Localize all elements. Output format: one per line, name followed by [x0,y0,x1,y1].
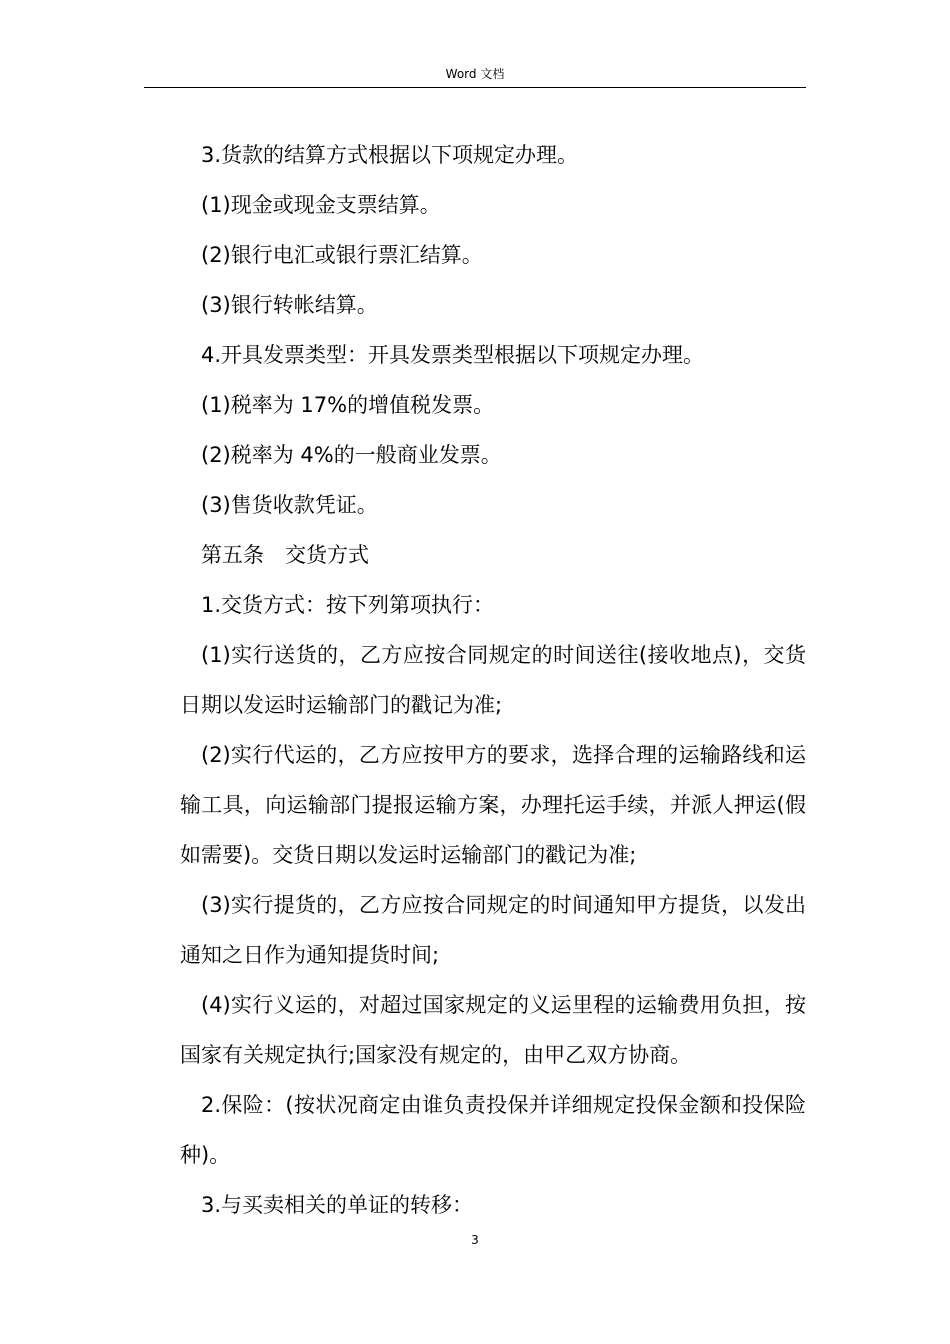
paragraph-insurance: 2.保险：(按状况商定由谁负责投保并详细规定投保金额和投保险种)。 [180,1093,806,1167]
paragraph-vat-invoice: (1)税率为 17%的增值税发票。 [201,393,495,417]
paragraph-transfer-settlement: (3)银行转帐结算。 [201,293,378,317]
paragraph-sales-receipt: (3)售货收款凭证。 [201,493,378,517]
paragraph-delivery-option-3: (3)实行提货的，乙方应按合同规定的时间通知甲方提货，以发出通知之日作为通知提货时间; [180,893,806,967]
page-number: 3 [471,1233,479,1247]
paragraph-settlement-method: 3.货款的结算方式根据以下项规定办理。 [201,143,579,167]
document-body [180,130,806,1230]
page-header: Word 文档 [445,67,505,81]
paragraph-cash-settlement: (1)现金或现金支票结算。 [201,193,441,217]
paragraph-delivery-option-4: (4)实行义运的，对超过国家规定的义运里程的运输费用负担，按国家有关规定执行;国家没有规定的，由甲乙双方协商。 [180,993,806,1067]
paragraph-commercial-invoice: (2)税率为 4%的一般商业发票。 [201,443,502,467]
article-heading-delivery: 第五条 交货方式 [201,543,369,567]
paragraph-wire-settlement: (2)银行电汇或银行票汇结算。 [201,243,483,267]
header-divider [144,87,806,88]
paragraph-delivery-option-1: (1)实行送货的，乙方应按合同规定的时间送往(接收地点)，交货日期以发运时运输部门的戳记为准; [180,643,806,717]
paragraph-invoice-type: 4.开具发票类型：开具发票类型根据以下项规定办理。 [201,343,705,367]
paragraph-document-transfer: 3.与买卖相关的单证的转移： [201,1193,474,1217]
paragraph-delivery-option-2: (2)实行代运的，乙方应按甲方的要求，选择合理的运输路线和运输工具，向运输部门提报运输方案，办理托运手续，并派人押运(假如需要)。交货日期以发运时运输部门的戳记为准; [180,743,806,867]
paragraph-delivery-method: 1.交货方式：按下列第项执行： [201,593,495,617]
